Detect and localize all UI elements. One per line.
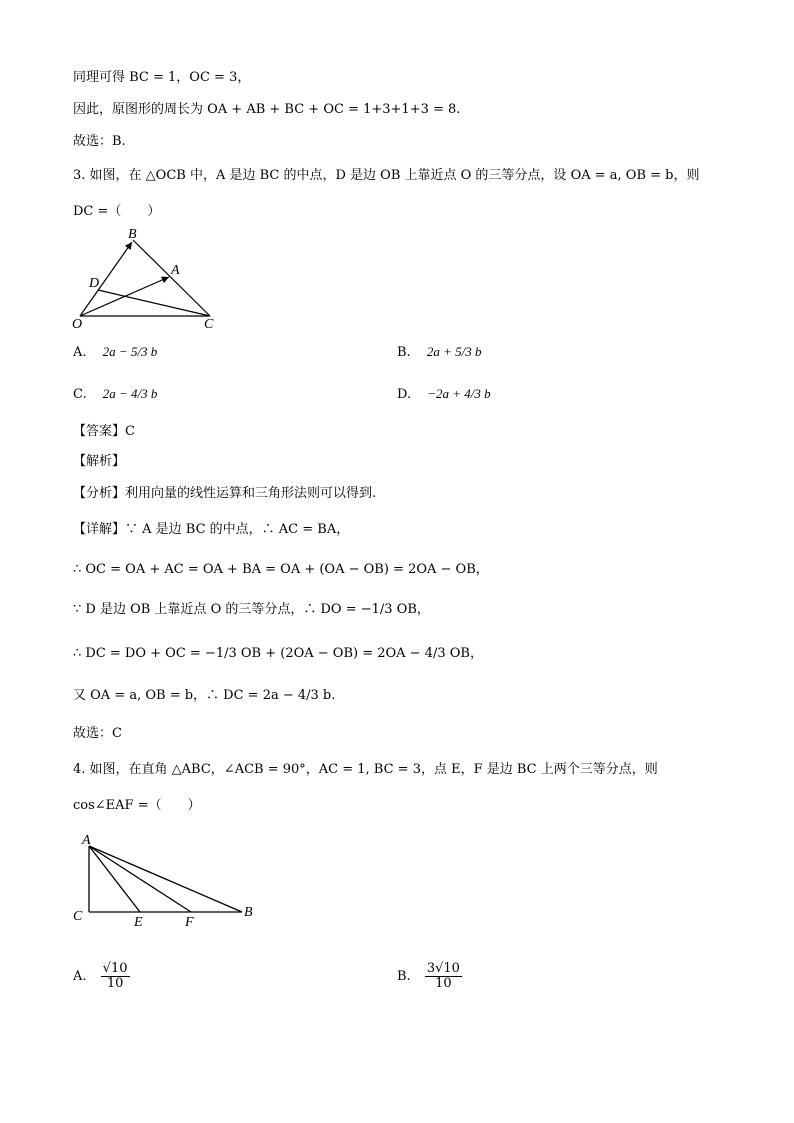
analysis-summary: 【分析】利用向量的线性运算和三角形法则可以得到. [73, 486, 377, 501]
label-f: F [185, 915, 194, 930]
detail-line-5: 又 OA = a, OB = b，∴ DC = 2a − 4/3 b. [73, 688, 336, 703]
text-line-bc-oc: 同理可得 BC = 1，OC = 3， [73, 70, 251, 85]
label-b: B [244, 905, 253, 920]
q4-option-b[interactable] [397, 962, 463, 991]
label-a: A [82, 833, 91, 848]
choose-c: 故选：C [73, 726, 122, 741]
fraction-numerator: √10 [102, 961, 128, 976]
fraction [101, 962, 130, 991]
label-o: O [72, 317, 83, 332]
question-3-stem: 3. 如图，在 △OCB 中，A 是边 BC 的中点，D 是边 OB 上靠近点 O 的三等分点，设 OA = a, OB = b，则 [73, 168, 700, 183]
question-4-stem: 4. 如图，在直角 △ABC，∠ACB = 90°，AC = 1, BC = 3，点 E，F 是边 BC 上两个三等分点，则 [73, 762, 658, 777]
q3-option-c[interactable] [73, 386, 157, 402]
figure-triangle-ocb [70, 226, 230, 332]
option-label: B. [397, 345, 411, 360]
option-label: D. [397, 387, 412, 402]
segment-bc [133, 240, 210, 316]
fraction-denominator: 10 [106, 976, 124, 991]
detail-line-3: ∵ D 是边 OB 上靠近点 O 的三等分点，∴ DO = −1/3 OB， [73, 602, 430, 617]
q3-option-d[interactable] [397, 386, 491, 402]
label-d: D [89, 276, 100, 291]
option-text: 2a − 5/3 b [102, 344, 158, 359]
option-label: B. [397, 969, 411, 984]
segment-af [89, 846, 191, 912]
text-line-choose-b: 故选：B. [73, 134, 126, 149]
fraction-denominator: 10 [435, 976, 452, 991]
option-text: 2a + 5/3 b [426, 344, 482, 359]
detail-line-1: 【详解】∵ A 是边 BC 的中点，∴ AC = BA， [73, 522, 350, 537]
label-c: C [73, 909, 83, 924]
option-text: −2a + 4/3 b [427, 386, 491, 401]
question-3-stem-cont: DC =（ ） [73, 204, 161, 219]
option-text: 2a − 4/3 b [102, 386, 158, 401]
option-label: C. [73, 387, 87, 402]
text-line-perimeter: 因此，原图形的周长为 OA + AB + BC + OC = 1+3+1+3 = 8. [73, 102, 461, 117]
label-e: E [134, 915, 143, 930]
label-b: B [128, 227, 137, 242]
question-4-stem-cont: cos∠EAF =（ ） [73, 798, 201, 813]
analysis-tag: 【解析】 [73, 454, 126, 469]
label-c: C [204, 317, 214, 332]
q3-option-a[interactable] [73, 344, 157, 360]
figure-right-triangle-abc [70, 830, 270, 930]
detail-line-2: ∴ OC = OA + AC = OA + BA = OA + (OA − OB) = 2OA − OB， [73, 562, 489, 577]
segment-ae [89, 846, 140, 912]
label-a: A [171, 263, 180, 278]
option-label: A. [73, 969, 87, 984]
fraction [425, 962, 462, 991]
answer-tag: 【答案】C [73, 424, 135, 439]
fraction-numerator: 3√10 [426, 961, 460, 976]
detail-line-4: ∴ DC = DO + OC = −1/3 OB + (2OA − OB) = 2OA − 4/3 OB， [73, 646, 483, 661]
segment-dc [98, 290, 210, 316]
q4-option-a[interactable] [73, 962, 131, 991]
option-label: A. [73, 345, 87, 360]
segment-ab [89, 846, 242, 912]
q3-option-b[interactable] [397, 344, 481, 360]
